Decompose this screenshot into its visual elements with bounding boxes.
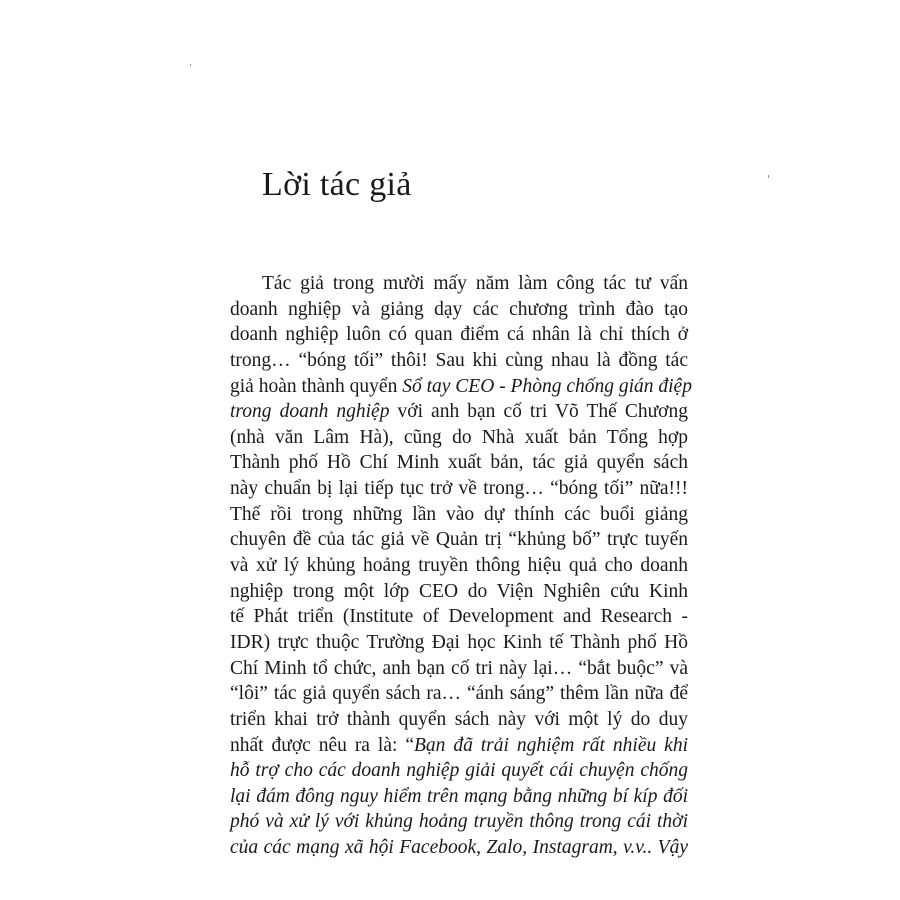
text-line: [230, 297, 688, 323]
scan-speck: [768, 175, 769, 178]
text-line: [230, 502, 688, 528]
body-text: [230, 271, 692, 861]
text-line: [230, 553, 688, 579]
italic-text: Sổ tay CEO - Phòng chống gián điệp: [402, 375, 692, 397]
text-segment: với anh bạn cố tri Võ Thế Chương: [389, 401, 688, 423]
text-segment: Thế rồi trong những lần vào dự thính các buổi giảng: [230, 503, 688, 525]
text-line: [230, 835, 688, 861]
text-line: [230, 271, 688, 297]
text-line: [230, 630, 688, 656]
text-segment: nghiệp trong một lớp CEO do Viện Nghiên cứu Kinh: [230, 580, 688, 602]
text-line: [230, 399, 688, 425]
italic-text: phó và xử lý với khủng hoảng truyền thông trong cái thời: [230, 811, 688, 833]
text-line: [230, 579, 688, 605]
italic-text: hỗ trợ cho các doanh nghiệp giải quyết cái chuyện chống: [230, 760, 688, 782]
text-segment: tế Phát triển (Institute of Development and Research -: [230, 606, 688, 628]
text-line: [230, 322, 688, 348]
text-segment: này chuẩn bị lại tiếp tục trở về trong… “bóng tối” nữa!!!: [230, 478, 688, 500]
text-line: [230, 476, 688, 502]
italic-text: trong doanh nghiệp: [230, 401, 390, 423]
text-segment: doanh nghiệp và giảng dạy các chương trình đào tạo: [230, 298, 688, 320]
text-segment: Thành phố Hồ Chí Minh xuất bản, tác giả quyển sách: [230, 452, 688, 474]
text-line: [230, 758, 688, 784]
text-segment: (nhà văn Lâm Hà), cũng do Nhà xuất bản Tổng hợp: [230, 426, 688, 448]
text-segment: IDR) trực thuộc Trường Đại học Kinh tế Thành phố Hồ: [230, 631, 688, 653]
text-line: [230, 425, 688, 451]
text-line: [230, 374, 692, 400]
text-line: [230, 784, 688, 810]
text-segment: trong… “bóng tối” thôi! Sau khi cùng nhau là đồng tác: [230, 349, 688, 371]
text-line: [230, 707, 688, 733]
text-line: [230, 681, 688, 707]
italic-text: của các mạng xã hội Facebook, Zalo, Instagram, v.v.. Vậy: [230, 837, 688, 859]
text-line: [230, 348, 688, 374]
text-segment: Chí Minh tổ chức, anh bạn cố tri này lại… “bắt buộc” và: [230, 657, 688, 679]
text-segment: Tác giả trong mười mấy năm làm công tác tư vấn: [262, 273, 688, 294]
text-segment: giả hoàn thành quyển: [230, 375, 403, 397]
text-segment: nhất được nêu ra là: “: [230, 734, 414, 756]
text-line: [230, 450, 688, 476]
italic-text: lại đám đông nguy hiểm trên mạng bằng những bí kíp đối: [230, 785, 688, 807]
page-title: Lời tác giả: [262, 166, 412, 203]
italic-text: Bạn đã trải nghiệm rất nhiều khi: [413, 734, 688, 756]
text-line: [230, 604, 688, 630]
scan-speck: [190, 64, 191, 66]
text-segment: “lôi” tác giả quyển sách ra… “ánh sáng” thêm lần nữa để: [230, 683, 688, 705]
text-segment: doanh nghiệp luôn có quan điểm cá nhân là chỉ thích ở: [230, 324, 688, 346]
text-line: [230, 527, 688, 553]
text-segment: triển khai trở thành quyển sách này với một lý do duy: [230, 708, 688, 730]
text-segment: chuyên đề của tác giả về Quản trị “khủng bố” trực tuyến: [230, 529, 688, 551]
text-line: [230, 733, 688, 759]
text-line: [230, 656, 688, 682]
text-segment: và xử lý khủng hoảng truyền thông hiệu quả cho doanh: [230, 555, 688, 577]
text-line: [230, 809, 688, 835]
